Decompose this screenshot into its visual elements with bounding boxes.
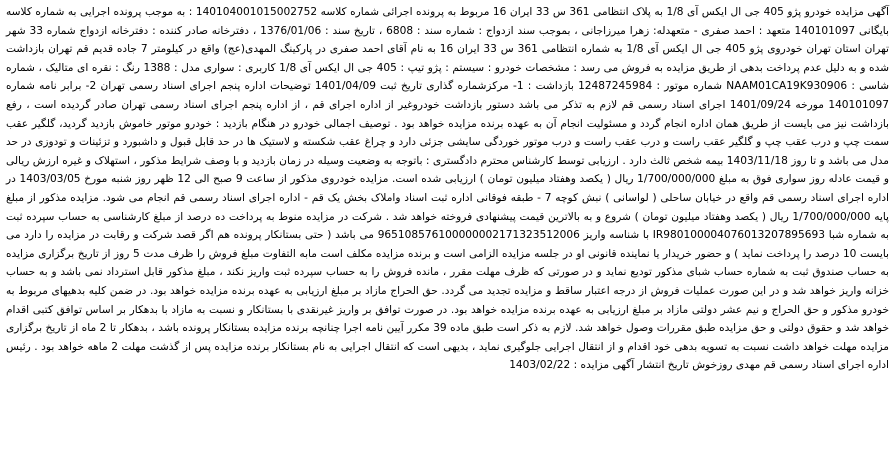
notice-text: آگهی مزایده خودرو پژو 405 جی ال ایکس آی 1/8 به پلاک انتظامی 361 س 33 ایران 16 مربوط به پرونده اجرائی شماره کلاسه 140104001015002752 : به موجب پرونده اجرایی به شماره کلاسه بایگانی 140101097 متعهد : احمد صفری - متعهدله: زهرا میرزاجانی ، بموجب سند ازدواج : شماره سند : 6808 ، تاریخ سند : 1376/01/06 ، دفترخانه صادر کننده : دفترخانه ازدواج شماره 33 شهر تهران استان تهران خودروی پژو 405 جی ال ایکس آی 1/8 به شماره انتظامی 361 س 33 ایران 16 به نام آقای احمد صفری در پارکینگ المهدی(عج) واقع در کیلومتر 7 جاده قدیم قم تهران بازداشت شده و به دلیل عدم پرداخت بدهی از طریق مزایده به فروش می رسد : مشخصات خودرو : سیستم : پژو تیپ : 405 جی ال ایکس آی 1/8 کاربری : سواری مدل : 1388 رنگ : نقره ای متالیک ، شماره شاسی : NAAM01CA19K930906 شماره موتور : 12487245984 بازداشت : 1- مرکزشماره گذاری تاریخ ثبت 1401/04/09 توضیحات اداره پنجم اجرای اسناد رسمی تهران 2- برابر نامه شماره 140101097 مورخه 1401/09/24 اجرای اسناد رسمی قم لازم به تذکر می باشد دستور بازداشت خودروغیر از اداره اجرای قم ، از اداره پنجم اجرای اسناد رسمی تهران صادر گردیده است ، رفع بازداشت نیز می بایست از طریق همان اداره انجام گردد و مسئولیت انجام آن به عهده برنده مزایده خواهد بود . توصیف اجمالی خودرو در هنگام بازدید : خودرو موتور خاموش بازدید گردید، گلگیر عقب سمت چپ و درب عقب چپ و گلگیر عقب راست و درب عقب راست و درب موتور خوردگی سایشی جزئی دارد و چراغ عقب شکسته و لاستیک ها در حد قابل قبول و داشبورد و تزئینات و تودوزی در حد مدل می باشد و تا روز 1403/11/18 بیمه شخص ثالث دارد . ارزیابی توسط کارشناس محترم دادگستری : باتوجه به وضعیت وسیله در زمان بازدید و با وصف شرایط مذکور ، استهلاک و غیره ارزش ریالی و قیمت عادله روز سواری فوق به مبلغ 1/700/000/000 ریال ( یکصد وهفتاد میلیون تومان ) ارزیابی شده است. مزایده خودروی مذکور از ساعت 9 صبح الی 12 ظهر روز شنبه مورخ 1403/03/05 در اداره اجرای اسناد رسمی قم واقع در خیابان ساحلی ( لواسانی ) نبش کوچه 7 - طبقه فوقانی اداره ثبت اسناد واملاک بخش یک قم - اداره اجرای اسناد رسمی قم انجام می شود. مزایده مذکور از مبلغ پایه 1/700/000/000 ریال ( یکصد وهفتاد میلیون تومان ) شروع و به بالاترین قیمت پیشنهادی فروخته خواهد شد . شرکت در مزایده منوط به پرداخت ده درصد از مبلغ کارشناسی به حساب سپرده ثبت به شماره شبا IR980100004076013207895693 با شناسه واریز 965108576100000002171323512006 می باشد ( حتی بستانکار پرونده هم اگر قصد شرکت و رقابت در مزایده را دارد می بایست 10 درصد را پرداخت نماید ) و حضور خریدار یا نماینده قانونی او در جلسه مزایده الزامی است و برنده مزایده مکلف است مابه التفاوت مبلغ فروش را ظرف مدت 5 روز از تاریخ برگزاری مزایده به حساب صندوق ثبت به شماره حساب شبای مذکور تودیع نماید و در صورتی که ظرف مهلت مقرر ، مانده فروش را به حساب سپرده ثبت واریز نکند ، مبلغ مذکور قابل استرداد نمی باشد و به حساب خزانه واریز خواهد شد و در این صورت عملیات فروش از درجه اعتبار ساقط و مزایده تجدید می گردد. حق الحراج مازاد بر مبلغ ارزیابی به عهده برنده مزایده خواهد بود. در ضمن کلیه بدهیهای مربوط به خودرو مذکور و حق الحراج و نیم عشر دولتی مازاد بر مبلغ ارزیابی به عهده برنده مزایده خواهد بود. در صورت توافق بر واریز غیرنقدی با بستانکار و نسبت به مازاد با بدهکار بر اساس توافق کتبی اقدام خواهد شد و حقوق دولتی و حق مزایده طبق مقررات وصول خواهد شد. لازم به ذکر است طبق ماده 39 مکرر آیین نامه اجرا چنانچه برنده مزایده بستانکار پرونده باشد ، بدهکار تا 2 ماه از تاریخ برگزاری مزایده مهلت خواهد داشت نسبت به تسویه بدهی خود اقدام و از انتقال اجرایی جلوگیری نماید ، بدیهی است که انتقال اجرایی به نام بستانکار برنده مزایده پس از گذشت مهلت 2 ماهه خواهد بود . رئیس اداره اجرای اسناد رسمی قم مهدی روزخوش تاریخ انتشار آگهی مزایده : 1403/02/22: [6, 6, 890, 372]
